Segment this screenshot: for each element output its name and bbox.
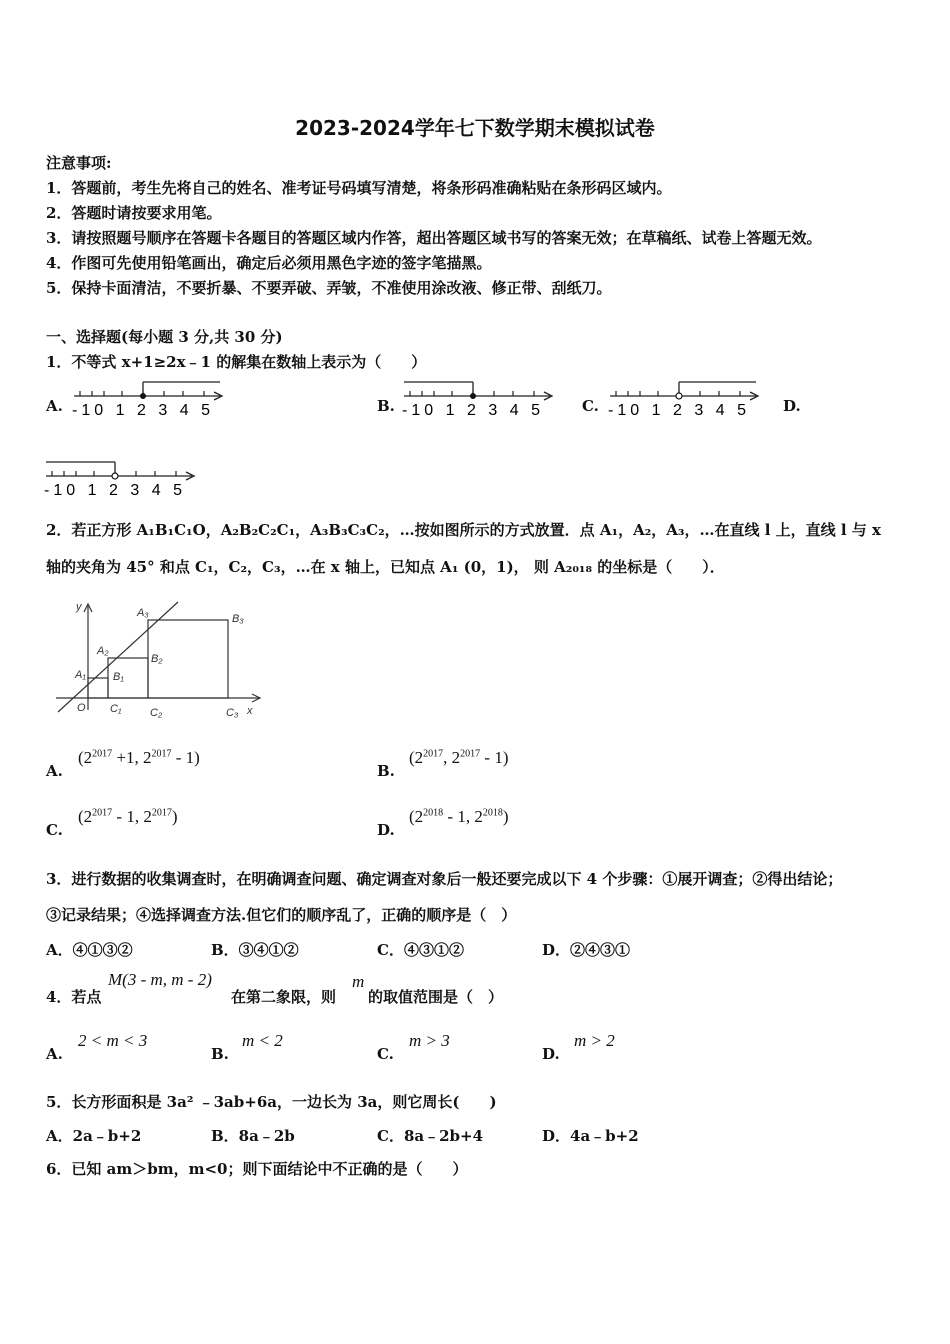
y-axis-label: y xyxy=(76,601,82,613)
q2-squares-figure xyxy=(50,598,270,722)
q1-option-c-label: C. xyxy=(582,397,599,415)
q3-option-c: C．④③①② xyxy=(377,941,464,959)
q4-option-b-label: B. xyxy=(211,1045,229,1063)
q4-point: M(3 - m, m - 2) xyxy=(108,970,212,989)
q1-option-d-numberline xyxy=(42,458,200,502)
q6-stem: 6．已知 am＞bm，m<0；则下面结论中不正确的是（ ） xyxy=(46,1160,468,1178)
axis-tick-labels: -10 1 2 3 4 5 xyxy=(608,402,746,419)
point-c3-label: C₃ xyxy=(226,707,239,719)
q3-option-a: A．④①③② xyxy=(46,941,133,959)
note-item: 1．答题前，考生先将自己的姓名、准考证号码填写清楚，将条形码准确粘贴在条形码区域内。 xyxy=(46,179,672,197)
note-item: 5．保持卡面清洁，不要折暴、不要弄破、弄皱，不准使用涂改液、修正带、刮纸刀。 xyxy=(46,279,612,297)
origin-label: O xyxy=(77,702,86,714)
point-a3-label: A₃ xyxy=(137,607,149,619)
axis-tick-labels: -10 1 2 3 4 5 xyxy=(44,482,182,499)
q2-option-a-label: A. xyxy=(46,762,63,780)
q4-option-c-label: C. xyxy=(377,1045,394,1063)
q2-option-d-label: D. xyxy=(377,821,395,839)
q1-stem: 1．不等式 x+1≥2x﹣1 的解集在数轴上表示为（ ） xyxy=(46,353,427,371)
q5-option-d: D．4a﹣b+2 xyxy=(542,1127,639,1145)
note-item: 3．请按照题号顺序在答题卡各题目的答题区域内作答，超出答题区域书写的答案无效；在草稿纸、试卷上答题无效。 xyxy=(46,229,822,247)
q5-option-a: A．2a﹣b+2 xyxy=(46,1127,142,1145)
q4-stem-post: 的取值范围是（ ） xyxy=(368,988,504,1006)
q4-option-c: m > 3 xyxy=(409,1031,450,1050)
q1-option-b-numberline xyxy=(400,378,558,422)
q4-option-d-label: D. xyxy=(542,1045,560,1063)
q4-option-a: 2 < m < 3 xyxy=(78,1031,148,1050)
axis-tick-labels: -10 1 2 3 4 5 xyxy=(402,402,540,419)
q4-option-b: m < 2 xyxy=(242,1031,283,1050)
point-b1-label: B₁ xyxy=(113,671,124,683)
q4-stem-pre: 4．若点 xyxy=(46,988,102,1006)
q2-option-b: ($2^{2017}$, $2^{2017} - 1$) xyxy=(409,748,509,767)
q3-stem-line2: ③记录结果；④选择调查方法.但它们的顺序乱了，正确的顺序是（ ） xyxy=(46,906,517,924)
q4-option-a-label: A. xyxy=(46,1045,63,1063)
q2-option-d: ($2^{2018} - 1$, $2^{2018}$) xyxy=(409,807,509,826)
q4-stem-mid: 在第二象限，则 xyxy=(231,988,337,1006)
q1-option-d-label: D. xyxy=(783,397,801,415)
q1-option-b-label: B. xyxy=(377,397,395,415)
q5-stem: 5．长方形面积是 3a² ﹣3ab+6a，一边长为 3a，则它周长( ) xyxy=(46,1093,497,1111)
point-a2-label: A₂ xyxy=(97,645,109,657)
notes-heading: 注意事项: xyxy=(46,154,112,172)
q2-option-b-label: B. xyxy=(377,762,395,780)
q2-option-c: ($2^{2017} - 1$, $2^{2017}$) xyxy=(78,807,178,826)
q5-option-b: B．8a﹣2b xyxy=(211,1127,295,1145)
q2-stem-line2: 轴的夹角为 45° 和点 C₁，C₂，C₃，…在 x 轴上，已知点 A₁ (0，1)， 则 A₂₀₁₈ 的坐标是（ ）． xyxy=(46,558,725,576)
q3-option-b: B．③④①② xyxy=(211,941,299,959)
q5-option-c: C．8a﹣2b+4 xyxy=(377,1127,484,1145)
x-axis-label: x xyxy=(247,705,253,717)
q2-option-a: ($2^{2017} +1$, $2^{2017} - 1$) xyxy=(78,748,200,767)
q4-var: m xyxy=(352,972,365,991)
q2-option-c-label: C. xyxy=(46,821,63,839)
note-item: 4．作图可先使用铅笔画出，确定后必须用黑色字迹的签字笔描黑。 xyxy=(46,254,492,272)
point-b2-label: B₂ xyxy=(151,653,163,665)
q4-option-d: m > 2 xyxy=(574,1031,615,1050)
q3-option-d: D．②④③① xyxy=(542,941,631,959)
q2-stem-line1: 2．若正方形 A₁B₁C₁O，A₂B₂C₂C₁，A₃B₃C₃C₂，…按如图所示的方式放置．点 A₁，A₂，A₃，…在直线 l 上，直线 l 与 x xyxy=(46,521,881,539)
axis-tick-labels: -10 1 2 3 4 5 xyxy=(72,402,210,419)
q1-option-a-label: A. xyxy=(46,397,63,415)
point-b3-label: B₃ xyxy=(232,613,244,625)
q3-stem-line1: 3．进行数据的收集调查时，在明确调查问题、确定调查对象后一般还要完成以下 4 个步骤：①展开调查；②得出结论； xyxy=(46,870,843,888)
point-a1-label: A₁ xyxy=(75,669,86,681)
note-item: 2．答题时请按要求用笔。 xyxy=(46,204,222,222)
q1-option-c-numberline xyxy=(606,378,764,422)
q1-option-a-numberline xyxy=(70,378,228,422)
point-c1-label: C₁ xyxy=(110,703,122,715)
page-title: 2023-2024学年七下数学期末模拟试卷 xyxy=(295,116,655,140)
point-c2-label: C₂ xyxy=(150,707,163,719)
section-heading: 一、选择题(每小题 3 分,共 30 分) xyxy=(46,328,283,346)
